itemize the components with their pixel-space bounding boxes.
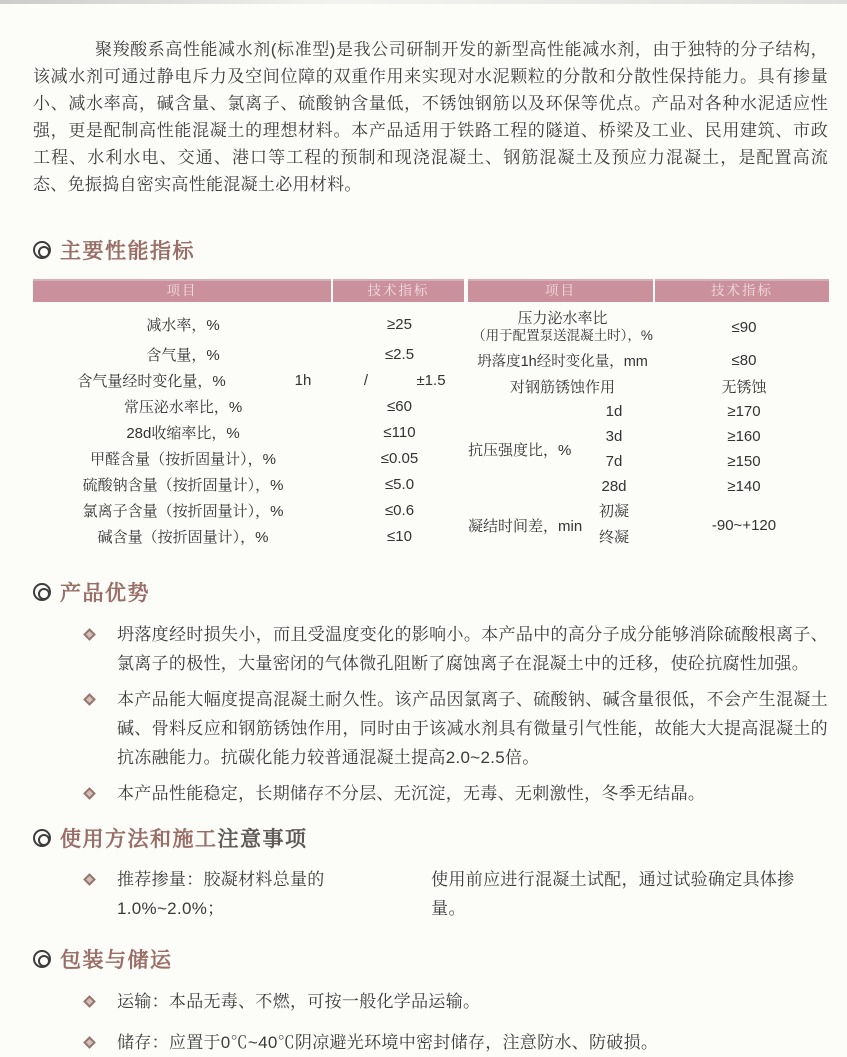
section-title-main: 使用方法和施工 — [60, 828, 218, 851]
row-value: ≤60 — [387, 397, 412, 415]
storage-text: 储存：应置于0℃~40℃阴凉避光环境中密封储存，注意防水、防破损。 — [117, 1033, 659, 1052]
section-title-tail: 注意事项 — [217, 828, 308, 851]
table-row — [33, 523, 466, 549]
value-cell: ≥160 — [727, 428, 761, 445]
row-value: ≤2.5 — [384, 345, 415, 363]
row-label: 坍落度1h经时变化量，mm — [477, 353, 648, 370]
table-row — [468, 373, 831, 399]
packaging-list — [33, 987, 828, 1057]
row-sub-slash: / — [363, 371, 369, 389]
double-circle-icon — [33, 583, 51, 601]
performance-table — [33, 279, 831, 551]
row-label: 对钢筋锈蚀作用 — [509, 378, 615, 396]
section-heading-advantages — [33, 577, 828, 607]
performance-table-left — [33, 279, 466, 551]
header-cell-spec: 技术指标 — [655, 279, 829, 302]
initial-setting-cell: 初凝 — [598, 503, 629, 520]
row-value: ≤110 — [383, 423, 416, 441]
list-item — [33, 987, 828, 1016]
row-value: ±1.5 — [416, 371, 446, 389]
table-row — [33, 393, 466, 419]
table-row-compressive-strength — [468, 399, 831, 499]
diamond-bullet-icon — [83, 787, 96, 800]
row-value: ≤0.6 — [384, 501, 415, 519]
row-label-line1: 压力泌水率比 — [517, 310, 608, 327]
table-row — [33, 445, 466, 471]
list-item-text: 本产品性能稳定，长期储存不分层、无沉淀，无毒、无刺激性，冬季无结晶。 — [117, 784, 706, 803]
row-value: ≤0.05 — [380, 449, 419, 467]
diamond-bullet-icon — [83, 693, 96, 706]
table-row — [33, 471, 466, 497]
row-label: 碱含量（按折固量计），% — [97, 528, 269, 546]
list-item-text: 坍落度经时损失小，而且受温度变化的影响小。本产品中的高分子成分能够消除硫酸根离子、氯离子的极性，大量密闭的气体微孔阻断了腐蚀离子在混凝土中的迁移，使砼抗腐性加强。 — [117, 625, 828, 673]
row-label: 含气量，% — [146, 346, 220, 364]
final-setting-cell: 终凝 — [598, 529, 629, 546]
table-row — [468, 307, 831, 347]
table-row — [33, 341, 466, 367]
diamond-bullet-icon — [83, 1036, 96, 1049]
double-circle-icon — [33, 829, 51, 847]
trial-mix-note: 使用前应进行混凝土试配，通过试验确定具体掺量。 — [431, 870, 795, 918]
table-header-row — [33, 279, 466, 302]
row-label: 甲醛含量（按折固量计），% — [90, 450, 276, 468]
transport-text: 运输：本品无毒、不燃，可按一般化学品运输。 — [117, 992, 481, 1011]
age-cell: 7d — [605, 453, 623, 470]
age-cell: 1d — [605, 403, 623, 420]
row-label: 常压泌水率比，% — [123, 398, 243, 416]
age-subcolumn — [571, 399, 657, 499]
section-heading-usage — [33, 823, 828, 853]
double-circle-icon — [33, 950, 51, 968]
row-value: ≤80 — [731, 351, 757, 369]
usage-item — [33, 865, 828, 923]
value-subcolumn — [657, 399, 831, 499]
section-title: 主要性能指标 — [60, 240, 195, 263]
table-row — [33, 497, 466, 523]
row-value: ≥25 — [387, 315, 412, 333]
list-item — [33, 620, 828, 678]
row-label: 含气量经时变化量，% — [77, 372, 226, 390]
table-row — [33, 367, 466, 393]
double-circle-icon — [33, 241, 51, 259]
row-label: 减水率，% — [146, 316, 220, 334]
row-value: 无锈蚀 — [721, 378, 767, 396]
row-label-line2: （用于配置泵送混凝土时），% — [472, 328, 653, 343]
age-cell: 3d — [605, 428, 623, 445]
value-cell: ≥150 — [727, 453, 761, 470]
list-item — [33, 779, 828, 808]
row-label: 28d收缩率比，% — [126, 424, 240, 442]
section-title: 包装与储运 — [60, 949, 173, 972]
table-row — [468, 347, 831, 373]
table-row — [33, 307, 466, 341]
row-label: 凝结时间差，min — [468, 517, 583, 535]
section-title: 产品优势 — [60, 582, 150, 605]
diamond-bullet-icon — [83, 873, 96, 886]
row-value: ≤5.0 — [384, 475, 415, 493]
table-header-row — [468, 279, 831, 302]
age-cell: 28d — [601, 478, 627, 495]
row-value: ≤10 — [387, 527, 412, 545]
usage-text — [117, 865, 828, 923]
scan-artifact-top — [0, 0, 847, 4]
table-row-setting-time — [468, 499, 831, 551]
list-item-text: 本产品能大幅度提高混凝土耐久性。该产品因氯离子、硫酸钠、碱含量很低，不会产生混凝土碱、骨料反应和钢筋锈蚀作用，同时由于该减水剂具有微量引气性能，故能大大提高混凝土的抗冻融能力。抗碳化能力较普通混凝土提高2.0~2.5倍。 — [117, 690, 828, 767]
row-value: -90~+120 — [711, 516, 777, 534]
row-label: 氯离子含量（按折固量计），% — [82, 502, 284, 520]
advantages-list — [33, 620, 828, 808]
value-cell: ≥140 — [727, 478, 761, 495]
row-label: 抗压强度比，% — [468, 441, 572, 459]
header-cell-item: 项目 — [33, 279, 333, 302]
list-item — [33, 1028, 828, 1057]
list-item — [33, 685, 828, 772]
performance-table-right — [468, 279, 831, 551]
setting-subcolumn — [571, 499, 657, 551]
value-cell: ≥170 — [727, 403, 761, 420]
diamond-bullet-icon — [83, 628, 96, 641]
table-body-right — [468, 302, 831, 551]
row-label: 硫酸钠含量（按折固量计），% — [82, 476, 284, 494]
section-heading-packaging — [33, 944, 828, 974]
header-cell-spec: 技术指标 — [333, 279, 464, 302]
table-row — [33, 419, 466, 445]
dosage-text: 推荐掺量：胶凝材料总量的1.0%~2.0%； — [117, 870, 325, 918]
diamond-bullet-icon — [83, 995, 96, 1008]
table-body-left — [33, 302, 466, 549]
intro-paragraph: 聚羧酸系高性能减水剂(标准型)是我公司研制开发的新型高性能减水剂，由于独特的分子结构，该减水剂可通过静电斥力及空间位障的双重作用来实现对水泥颗粒的分散和分散性保持能力。具有掺量小、减水率高，碱含量、氯离子、硫酸钠含量低，不锈蚀钢筋以及环保等优点。产品对各种水泥适应性强，更是配制高性能混凝土的理想材料。本产品适用于铁路工程的隧道、桥梁及工业、民用建筑、市政工程、水利水电、交通、港口等工程的预制和现浇混凝土、钢筋混凝土及预应力混凝土，是配置高流态、免振捣自密实高性能混凝土必用材料。 — [33, 40, 828, 194]
header-cell-item: 项目 — [468, 279, 655, 302]
row-value: ≤90 — [731, 318, 757, 336]
row-label — [468, 310, 657, 344]
row-sub-1h: 1h — [294, 371, 312, 389]
section-heading-performance — [33, 235, 828, 265]
